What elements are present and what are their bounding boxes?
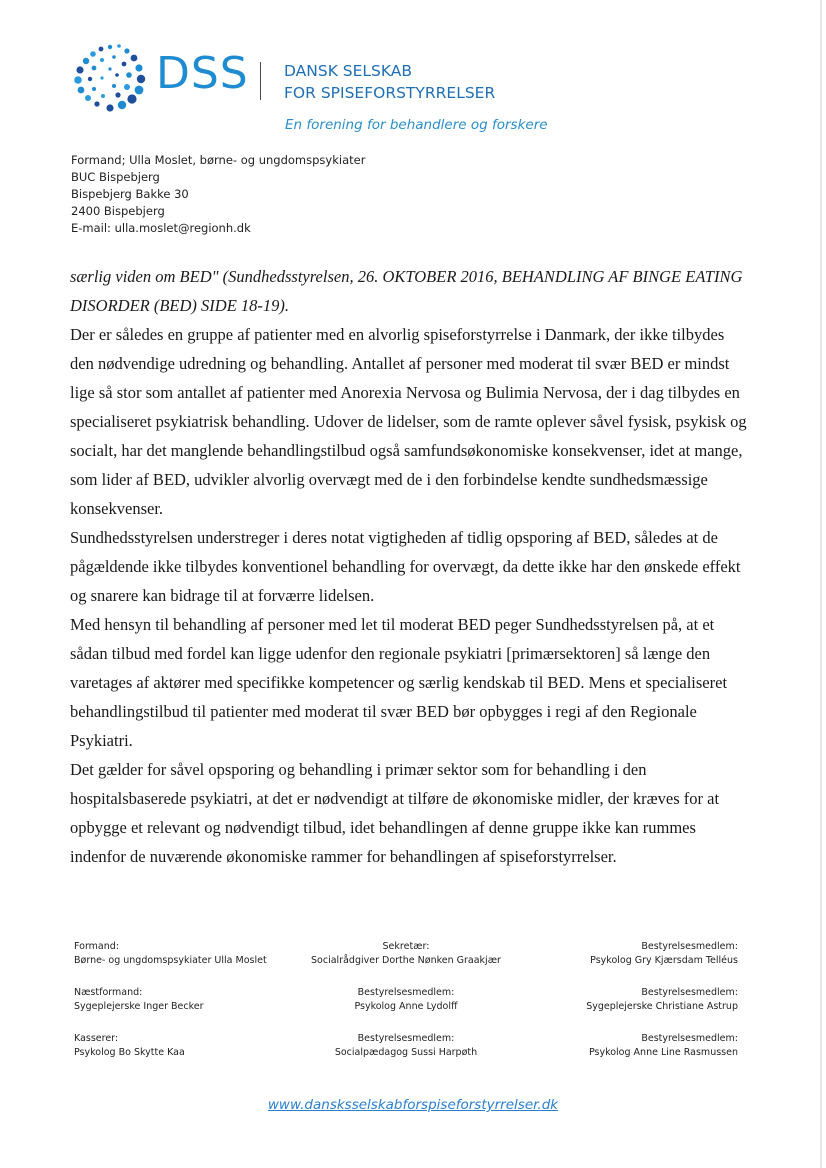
dss-logo-icon <box>72 42 148 114</box>
board-member <box>295 1032 516 1060</box>
org-name-line2: FOR SPISEFORSTYRRELSER <box>284 84 496 102</box>
member-name: Sygeplejerske Inger Becker <box>74 1001 204 1012</box>
member-role: Bestyrelsesmedlem: <box>641 941 738 952</box>
address-line: Bispebjerg Bakke 30 <box>71 187 189 201</box>
member-role: Bestyrelsesmedlem: <box>641 1033 738 1044</box>
board-member <box>517 940 738 968</box>
member-role: Bestyrelsesmedlem: <box>357 1033 455 1044</box>
body-paragraph: Med hensyn til behandling af personer med let til moderat BED peger Sundhedsstyrelsen på, at et sådan tilbud med fordel kan ligge udenfor den regionale psykiatri [primærsektoren] så længe den varetages af aktører med specifikke kompetencer og særlig kendskab til BED. Mens et specialiseret behandlingstilbud til patienter med moderat til svær BED bør opbygges i regi af den Regionale Psykiatri. <box>70 615 728 750</box>
footer-row <box>74 1032 738 1060</box>
member-name: Psykolog Anne Lydolff <box>354 1001 458 1012</box>
member-role: Bestyrelsesmedlem: <box>641 987 738 998</box>
tagline: En forening for behandlere og forskere <box>285 117 548 133</box>
board-member <box>295 986 516 1014</box>
member-role: Kasserer: <box>74 1033 119 1044</box>
intro-citation: særlig viden om BED" (Sundhedsstyrelsen, 26. OKTOBER 2016, BEHANDLING AF BINGE EATING DISORDER (BED) SIDE 18-19). <box>70 267 743 315</box>
body-paragraph: Sundhedsstyrelsen understreger i deres notat vigtigheden af tidlig opsporing af BED, således at de pågældende ikke tilbydes konventionel behandling for overvægt, da dette ikke har den ønskede effekt og snarere kan bidrage til at forværre lidelsen. <box>70 528 741 605</box>
board-member <box>74 986 295 1014</box>
board-member <box>74 1032 295 1060</box>
board-member <box>517 986 738 1014</box>
address-line: Formand; Ulla Moslet, børne- og ungdomspsykiater <box>71 153 366 167</box>
member-role: Næstformand: <box>74 987 143 998</box>
board-members-footer <box>74 940 738 1078</box>
board-member <box>74 940 295 968</box>
address-line: BUC Bispebjerg <box>71 170 160 184</box>
page-edge <box>820 0 822 1168</box>
logo-text: DSS <box>156 48 249 99</box>
member-name: Sygeplejerske Christiane Astrup <box>586 1001 738 1012</box>
address-block <box>71 152 365 237</box>
body-paragraph: Der er således en gruppe af patienter med en alvorlig spiseforstyrrelse i Danmark, der ikke tilbydes den nødvendige udredning og behandling. Antallet af personer med moderat til svær BED er mindst lige så stor som antallet af patienter med Anorexia Nervosa og Bulimia Nervosa, der i dag tilbydes en specialiseret psykiatrisk behandling. Udover de lidelser, som de ramte oplever såvel fysisk, psykisk og socialt, har det manglende behandlingstilbud også samfundsøkonomiske konsekvenser, idet at mange, som lider af BED, udvikler alvorlig overvægt med de i den forbindelse kendte sundhedsmæssige konsekvenser. <box>70 325 747 518</box>
footer-row <box>74 986 738 1014</box>
member-name: Psykolog Gry Kjærsdam Telléus <box>590 955 738 966</box>
member-name: Psykolog Bo Skytte Kaa <box>74 1047 185 1058</box>
website-link[interactable]: www.dansksselskabforspiseforstyrrelser.dk <box>267 1097 559 1113</box>
board-member <box>517 1032 738 1060</box>
member-role: Formand: <box>74 941 120 952</box>
member-name: Socialrådgiver Dorthe Nønken Graakjær <box>311 955 501 966</box>
member-name: Børne- og ungdomspsykiater Ulla Moslet <box>74 955 267 966</box>
member-role: Sekretær: <box>382 941 430 952</box>
member-role: Bestyrelsesmedlem: <box>357 987 455 998</box>
member-name: Socialpædagog Sussi Harpøth <box>334 1047 478 1058</box>
body-paragraph: Det gælder for såvel opsporing og behandling i primær sektor som for behandling i den hospitalsbaserede psykiatri, at det er nødvendigt at tilføre de økonomiske midler, der kræves for at opbygge et relevant og nødvendigt tilbud, idet behandlingen af denne gruppe ikke kan rummes indenfor de nuværende økonomiske rammer for behandlingen af spiseforstyrrelser. <box>70 760 720 866</box>
address-email: E-mail: ulla.moslet@regionh.dk <box>71 221 251 235</box>
board-member <box>295 940 516 968</box>
letter-body <box>70 262 750 871</box>
org-name-line1: DANSK SELSKAB <box>284 62 413 80</box>
logo-divider <box>260 62 261 100</box>
address-line: 2400 Bispebjerg <box>71 204 165 218</box>
member-name: Psykolog Anne Line Rasmussen <box>588 1047 738 1058</box>
footer-row <box>74 940 738 968</box>
